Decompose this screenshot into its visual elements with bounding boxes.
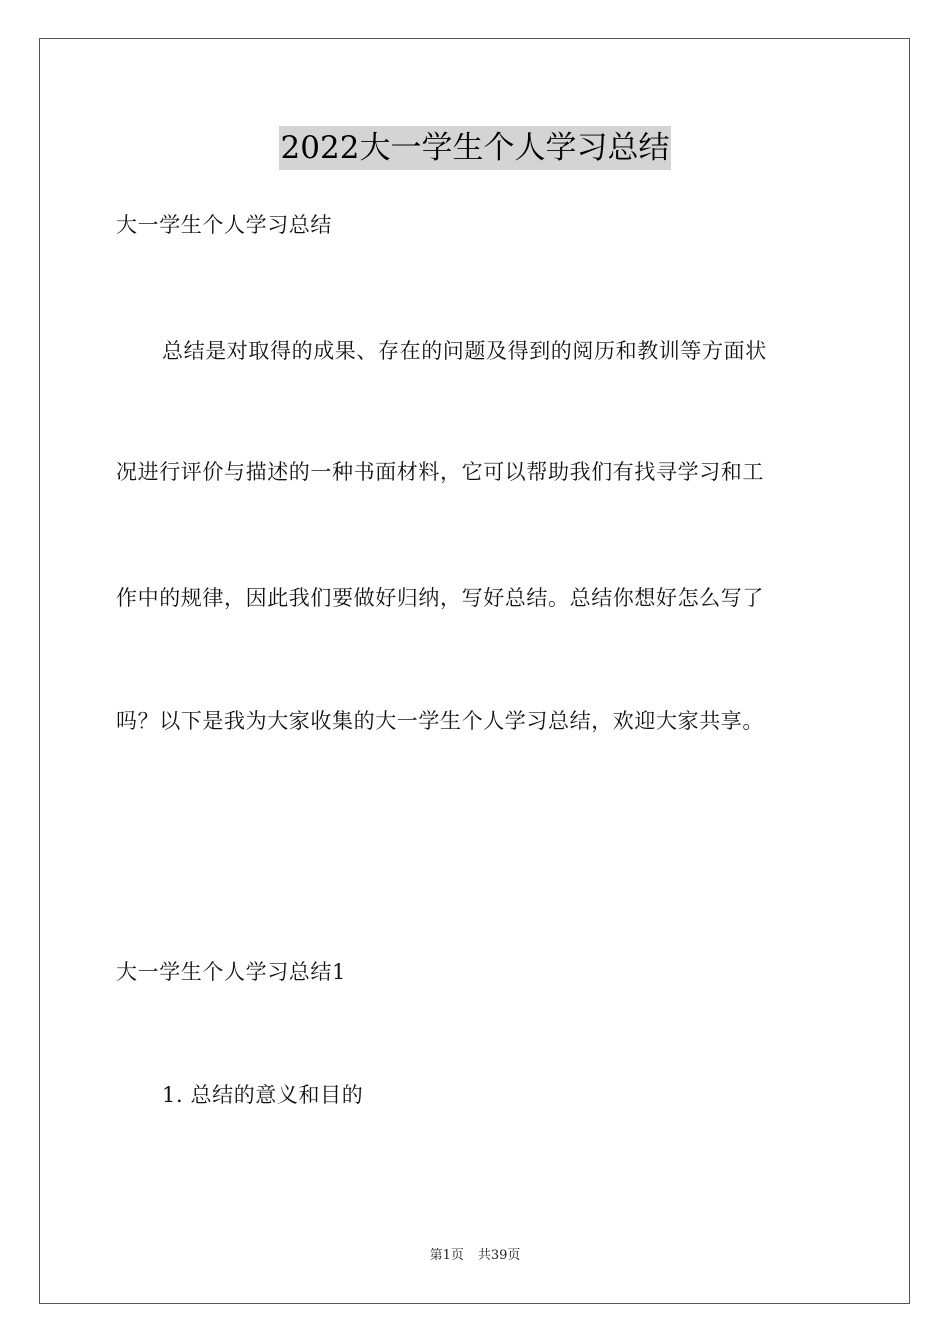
numbered-item-1: 1. 总结的意义和目的: [162, 1083, 364, 1107]
intro-line-1: 总结是对取得的成果、存在的问题及得到的阅历和教训等方面状: [162, 339, 767, 363]
document-title: 2022大一学生个人学习总结: [279, 126, 672, 170]
title-container: [0, 126, 950, 170]
section-heading: 大一学生个人学习总结1: [116, 960, 346, 984]
intro-line-2: 况进行评价与描述的一种书面材料，它可以帮助我们有找寻学习和工: [116, 460, 764, 484]
document-subtitle: 大一学生个人学习总结: [116, 213, 332, 237]
intro-line-4: 吗？以下是我为大家收集的大一学生个人学习总结，欢迎大家共享。: [116, 709, 764, 733]
page-footer: [0, 1247, 950, 1265]
page-total: 共39页: [477, 1248, 521, 1263]
intro-line-3: 作中的规律，因此我们要做好归纳，写好总结。总结你想好怎么写了: [116, 586, 764, 610]
page-number: 第1页: [429, 1248, 464, 1263]
